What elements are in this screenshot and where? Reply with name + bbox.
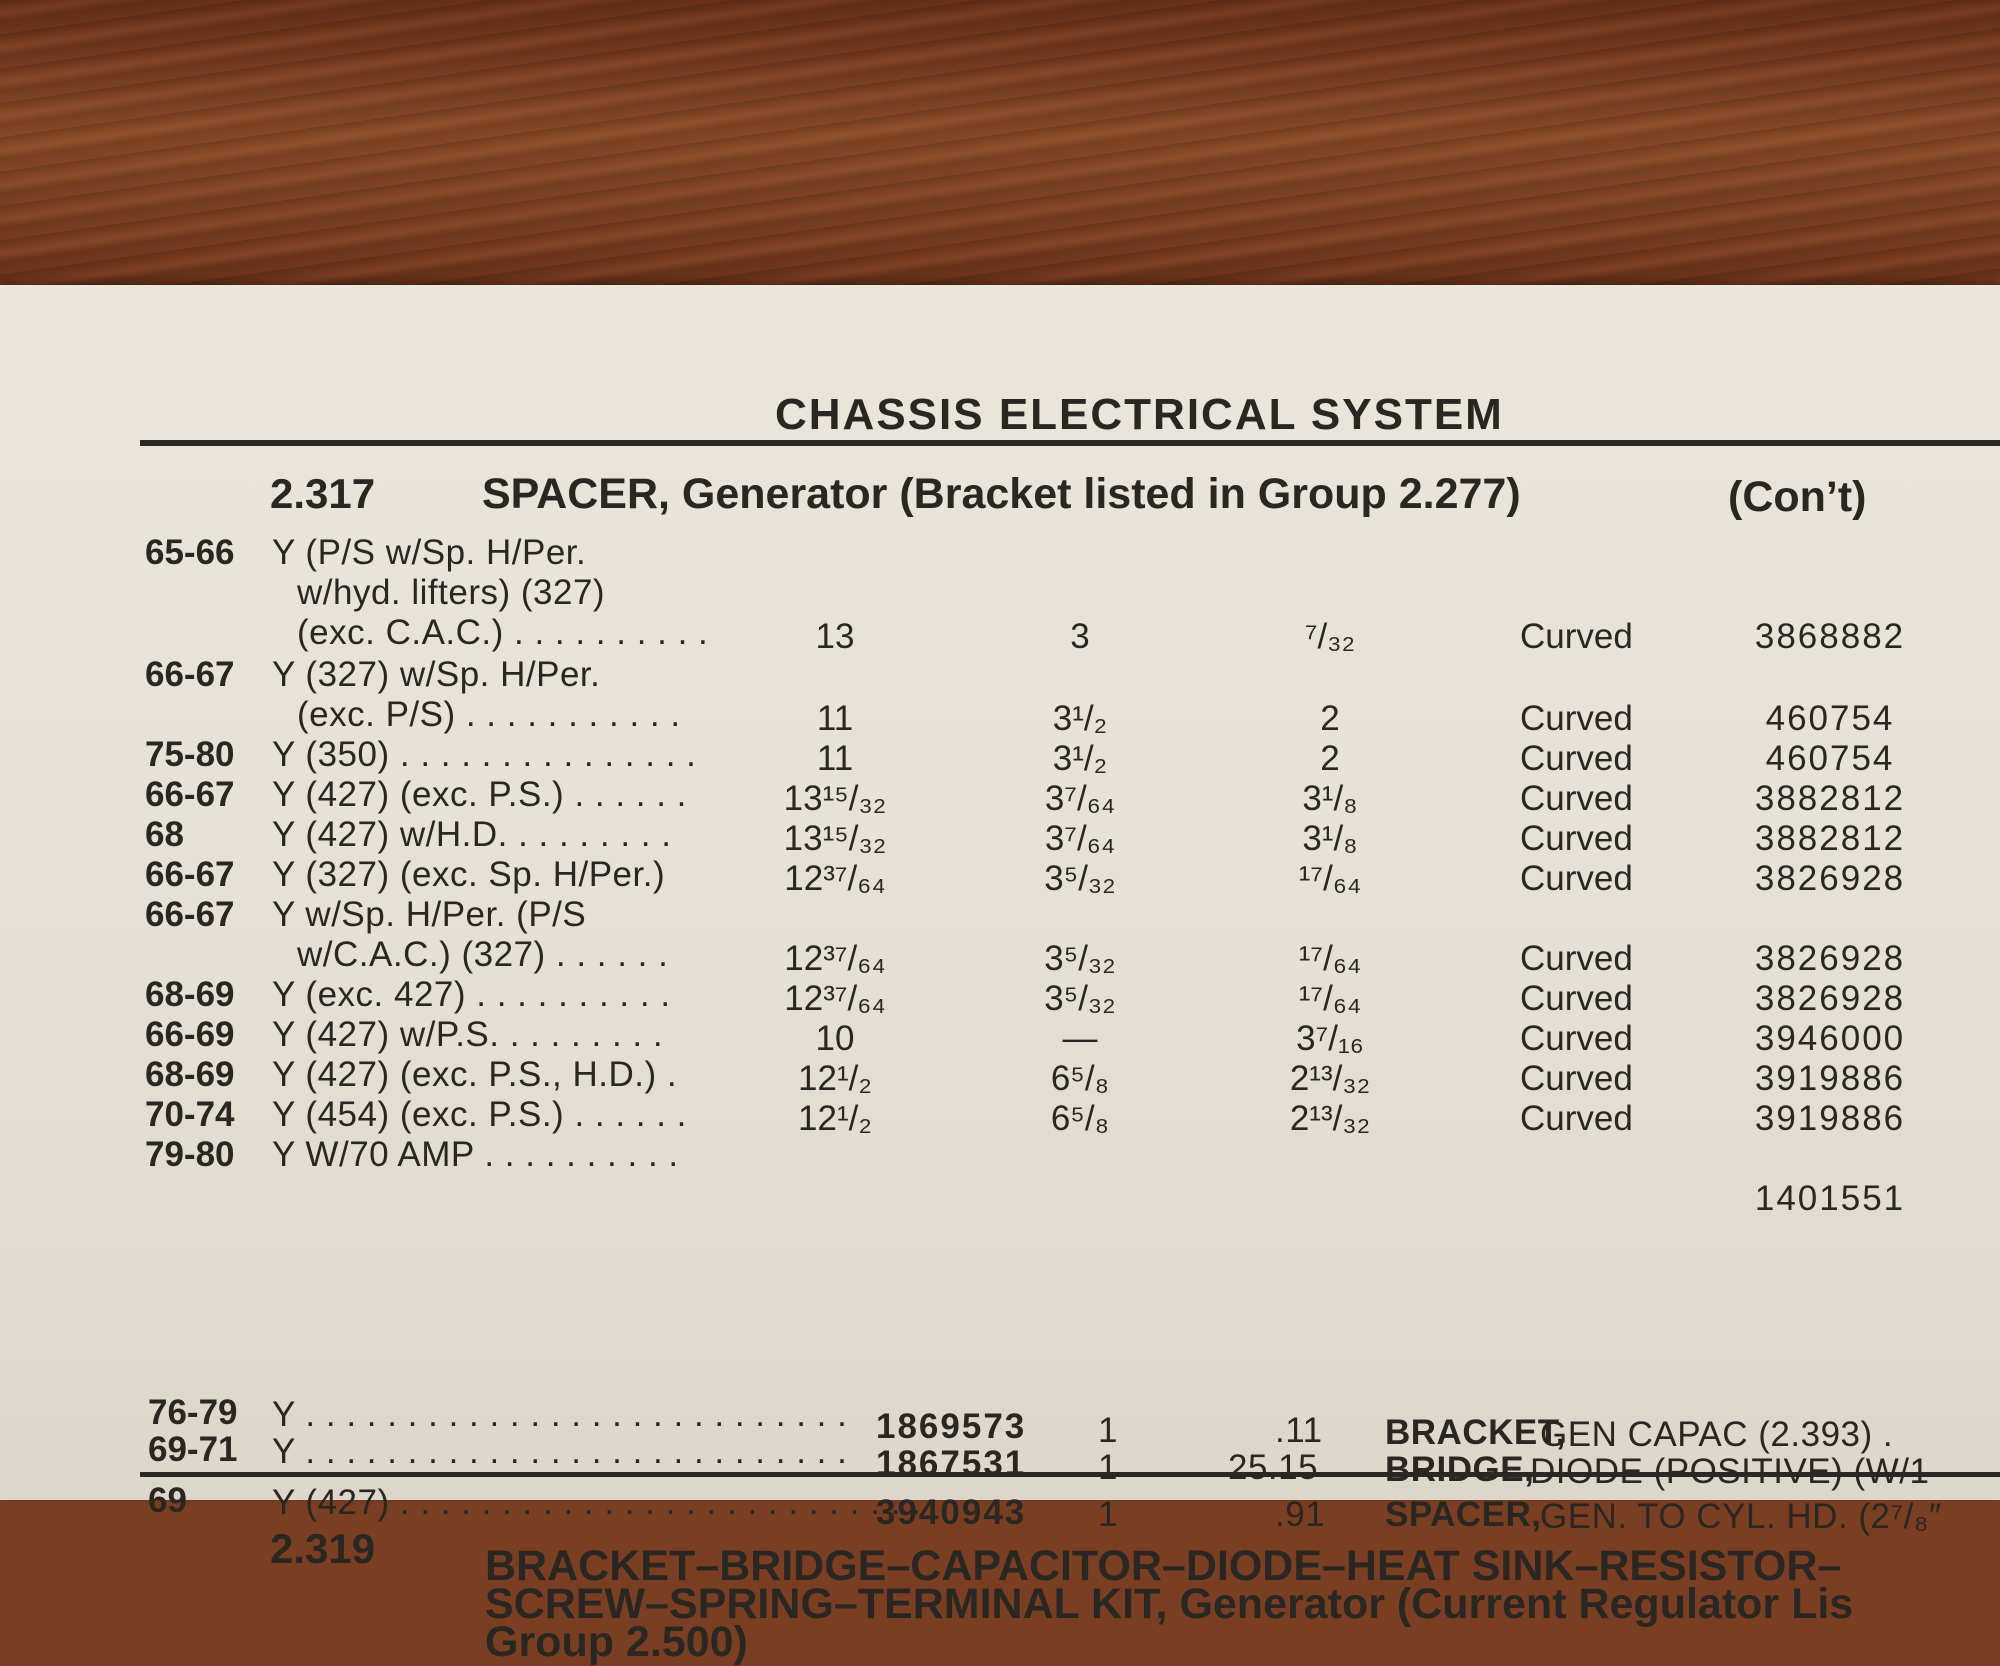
row-dim-b: 3⁷/₆₄ — [1044, 819, 1116, 858]
row-description: (exc. P/S) . . . . . . . . . . . — [297, 695, 681, 734]
row-dim-b: 3⁵/₃₂ — [1044, 859, 1116, 898]
row-description: w/C.A.C.) (327) . . . . . . — [297, 935, 669, 974]
group-title-2319 — [485, 1542, 1854, 1666]
spacer-row-price: .91 — [1275, 1495, 1326, 1534]
row-dim-a: 11 — [816, 739, 854, 778]
row-description: Y W/70 AMP . . . . . . . . . . — [272, 1135, 679, 1174]
row-part-number: 3882812 — [1754, 819, 1906, 858]
row-part-number: 3826928 — [1754, 939, 1906, 978]
row-years: 79-80 — [145, 1135, 235, 1174]
row-shape: Curved — [1520, 979, 1633, 1018]
row-description: Y (P/S w/Sp. H/Per. — [272, 533, 587, 572]
row-dim-b: 3⁷/₆₄ — [1044, 779, 1116, 818]
row-part-number: 3826928 — [1754, 859, 1906, 898]
row-years: 65-66 — [145, 533, 235, 572]
row-description: w/hyd. lifters) (327) — [297, 573, 606, 612]
row-description: (exc. C.A.C.) . . . . . . . . . . — [297, 613, 709, 652]
row-years: 68-69 — [145, 1055, 235, 1094]
kit-row-name: BRACKET, — [1385, 1413, 1566, 1452]
row-dim-a: 12³⁷/₆₄ — [784, 859, 886, 898]
kit-row-years: 69-71 — [148, 1430, 238, 1469]
spacer-row-part: 3940943 — [876, 1493, 1027, 1532]
row-dim-c: ¹⁷/₆₄ — [1298, 939, 1362, 978]
kit-row-name: BRIDGE, — [1385, 1450, 1535, 1489]
row-dim-c: ¹⁷/₆₄ — [1298, 859, 1362, 898]
row-dim-b: 6⁵/₈ — [1050, 1099, 1110, 1138]
row-part-number: 3919886 — [1754, 1099, 1906, 1138]
row-years: 68 — [145, 815, 184, 854]
kit-row-years: 76-79 — [148, 1393, 238, 1432]
row-dim-c: 3¹/₈ — [1302, 779, 1358, 818]
row-shape: Curved — [1520, 739, 1633, 778]
row-part-number: 3946000 — [1754, 1019, 1906, 1058]
row-dim-c: 3⁷/₁₆ — [1296, 1019, 1364, 1058]
row-years: 66-69 — [145, 1015, 235, 1054]
row-dim-a: 10 — [815, 1019, 855, 1058]
row-dim-a: 12¹/₂ — [798, 1099, 872, 1138]
header-rule — [140, 440, 2000, 446]
row-description: Y (327) (exc. Sp. H/Per.) — [272, 855, 666, 894]
row-years: 68-69 — [145, 975, 235, 1014]
row-part-number: 460754 — [1765, 739, 1895, 778]
row-dim-b: 3¹/₂ — [1052, 699, 1108, 738]
row-years: 66-67 — [145, 855, 235, 894]
row-dim-b: 3⁵/₃₂ — [1044, 979, 1116, 1018]
row-shape: Curved — [1520, 699, 1633, 738]
row-description: Y (427) w/P.S. . . . . . . . . — [272, 1015, 664, 1054]
row-dim-c: 2¹³/₃₂ — [1289, 1099, 1371, 1138]
spacer-row-desc: Y (427) . . . . . . . . . . . . . . . . . . . . . . . . . . — [272, 1483, 922, 1522]
row-description: Y (427) (exc. P.S., H.D.) . — [272, 1055, 678, 1094]
kit-row-desc: Y . . . . . . . . . . . . . . . . . . . . . . . . . . . — [272, 1395, 848, 1434]
row-description: Y (454) (exc. P.S.) . . . . . . — [272, 1095, 687, 1134]
row-dim-b: 3 — [1070, 617, 1090, 656]
row-description: Y (427) w/H.D. . . . . . . . . — [272, 815, 672, 854]
row-dim-b: 6⁵/₈ — [1050, 1059, 1110, 1098]
row-part-number: 3882812 — [1754, 779, 1906, 818]
row-description: Y (exc. 427) . . . . . . . . . . — [272, 975, 671, 1014]
row-dim-a: 13 — [815, 617, 855, 656]
row-dim-c: 3¹/₈ — [1302, 819, 1358, 858]
row-years: 70-74 — [145, 1095, 235, 1134]
row-dim-c: ⁷/₃₂ — [1304, 617, 1356, 656]
row-dim-c: ¹⁷/₆₄ — [1298, 979, 1362, 1018]
kit-row-qty: 1 — [1098, 1411, 1118, 1450]
row-years: 66-67 — [145, 655, 235, 694]
row-part-number: 1401551 — [1754, 1179, 1906, 1218]
row-shape: Curved — [1520, 617, 1633, 656]
row-dim-a: 12³⁷/₆₄ — [784, 979, 886, 1018]
spacer-row-name: SPACER, — [1385, 1495, 1542, 1534]
row-description: Y w/Sp. H/Per. (P/S — [272, 895, 587, 934]
row-description: Y (427) (exc. P.S.) . . . . . . — [272, 775, 687, 814]
group-title-2319-line: Group 2.500) — [485, 1618, 748, 1666]
row-dim-b: 3¹/₂ — [1052, 739, 1108, 778]
row-dim-c: 2¹³/₃₂ — [1289, 1059, 1371, 1098]
kit-row-desc: Y . . . . . . . . . . . . . . . . . . . . . . . . . . . — [272, 1432, 848, 1471]
row-dim-c: 2 — [1320, 739, 1340, 778]
kit-row-price: .11 — [1275, 1411, 1323, 1450]
row-dim-a: 12¹/₂ — [798, 1059, 872, 1098]
page-header: CHASSIS ELECTRICAL SYSTEM — [775, 390, 1504, 439]
group-title-2319-line: SCREW–SPRING–TERMINAL KIT, Generator (Current Regulator Lis — [485, 1580, 1854, 1628]
group-title-2319-line: BRACKET–BRIDGE–CAPACITOR–DIODE–HEAT SINK–RESISTOR– — [485, 1542, 1842, 1590]
catalog-page — [0, 285, 2000, 1666]
row-part-number: 460754 — [1765, 699, 1895, 738]
row-shape: Curved — [1520, 779, 1633, 818]
row-shape: Curved — [1520, 1099, 1633, 1138]
row-shape: Curved — [1520, 939, 1633, 978]
group-number-2317: 2.317 — [270, 470, 376, 517]
row-dim-a: 13¹⁵/₃₂ — [783, 819, 887, 858]
group-number-2319: 2.319 — [270, 1525, 376, 1572]
row-dim-a: 11 — [816, 699, 854, 738]
kit-row-name-rest: DIODE (POSITIVE) (W/1 — [1530, 1452, 1930, 1491]
row-years: 66-67 — [145, 895, 235, 934]
group-title-2317: SPACER, Generator (Bracket listed in Group 2.277) — [482, 470, 1521, 518]
row-description: Y (350) . . . . . . . . . . . . . . . — [272, 735, 697, 774]
spacer-row-qty: 1 — [1098, 1495, 1118, 1534]
wood-table-background — [0, 0, 2000, 330]
row-shape: Curved — [1520, 1019, 1633, 1058]
row-shape: Curved — [1520, 1059, 1633, 1098]
row-dim-b: — — [1062, 1019, 1098, 1058]
kit-row-qty: 1 — [1098, 1448, 1118, 1487]
row-dim-c: 2 — [1320, 699, 1340, 738]
kit-row-part: 1867531 — [876, 1444, 1027, 1483]
spacer-row-years: 69 — [148, 1481, 187, 1520]
row-shape: Curved — [1520, 859, 1633, 898]
row-dim-a: 12³⁷/₆₄ — [784, 939, 886, 978]
row-part-number: 3868882 — [1754, 617, 1906, 656]
kit-row-part: 1869573 — [876, 1407, 1027, 1446]
row-description: Y (327) w/Sp. H/Per. — [272, 655, 601, 694]
row-dim-b: 3⁵/₃₂ — [1044, 939, 1116, 978]
spacer-row-name-rest: GEN. TO CYL. HD. (2⁷/₈″ — [1540, 1497, 1942, 1536]
row-dim-a: 13¹⁵/₃₂ — [783, 779, 887, 818]
row-years: 75-80 — [145, 735, 235, 774]
row-part-number: 3919886 — [1754, 1059, 1906, 1098]
row-shape: Curved — [1520, 819, 1633, 858]
row-part-number: 3826928 — [1754, 979, 1906, 1018]
continued-label: (Con’t) — [1728, 473, 1867, 521]
row-years: 66-67 — [145, 775, 235, 814]
kit-row-name-rest: GEN CAPAC (2.393) . — [1540, 1415, 1894, 1454]
kit-row-price: 25.15 — [1228, 1448, 1319, 1487]
